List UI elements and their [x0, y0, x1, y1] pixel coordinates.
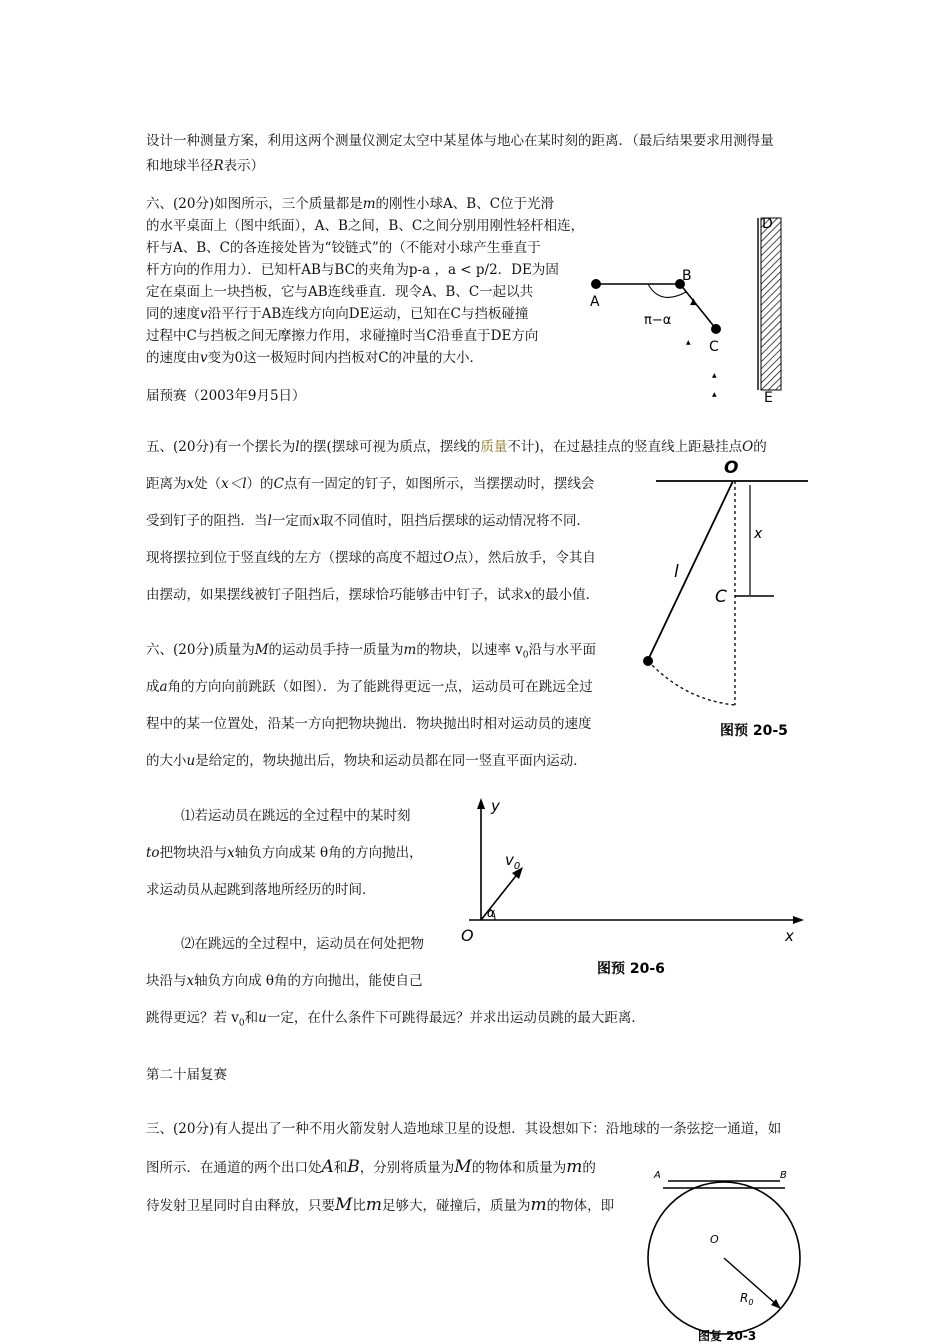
svg-text:▲: ▲ [712, 372, 717, 379]
text-line: 成a角的方向向前跳跃（如图）．为了能跳得更远一点，运动员可在跳远全过 [146, 679, 593, 695]
text-line: 距离为x处（x＜l）的C点有一固定的钉子，如图所示，当摆摆动时，摆线会 [146, 476, 595, 492]
figure-caption: 图复 20-3 [698, 1329, 757, 1343]
text-line: 块沿与x轴负方向成 θ角的方向抛出，能使自己 [146, 973, 423, 989]
text-line: 六、(20分)如图所示，三个质量都是m的刚性小球A、B、C位于光滑 [146, 196, 555, 212]
label-A: A [654, 1170, 661, 1181]
label-C: C [709, 339, 719, 355]
angle-label: π−α [644, 313, 672, 328]
text-line: 过程中C与挡板之间无摩擦力作用，求碰撞时当C沿垂直于DE方向 [146, 328, 539, 344]
svg-text:▲: ▲ [686, 339, 691, 346]
text-line: 杆与A、B、C的各连接处皆为“铰链式”的（不能对小球产生垂直于 [146, 240, 541, 256]
label-x: x [754, 526, 763, 542]
text-line: 求运动员从起跳到落地所经历的时间． [146, 882, 376, 898]
label-O: O [710, 1233, 719, 1246]
figure-caption: 图预 20-5 [720, 723, 788, 739]
three-ball-figure [580, 210, 790, 405]
text-line: 程中的某一位置处，沿某一方向把物块抛出．物块抛出时相对运动员的速度 [146, 716, 592, 732]
text-line: 同的速度v沿平行于AB连线方向向DE运动，已知在C与挡板碰撞 [146, 306, 529, 322]
text-line: 杆方向的作用力）．已知杆AB与BC的夹角为p-a ，a < p/2．DE为固 [146, 262, 559, 278]
text-line: 跳得更远？若 $v_0$和u一定，在什么条件下可跳得最远？并求出运动员跳的最大距离． [146, 1010, 645, 1029]
label-E: E [764, 390, 773, 406]
text-line: 三、(20分)有人提出了一种不用火箭发射人造地球卫星的设想．其设想如下：沿地球的一条弦挖一通道，如 [146, 1121, 782, 1137]
label-y: y [491, 797, 500, 815]
text-line: ⑴若运动员在跳远的全过程中的某时刻 [181, 808, 411, 824]
label-R0: $R_0$ [740, 1291, 754, 1307]
label-v0: $v_0$ [505, 851, 521, 872]
text-line: 六、(20分)质量为M的运动员手持一质量为m的物块，以速率 $v_0$沿与水平面 [146, 642, 597, 661]
label-O: O [461, 926, 474, 945]
text-line: 的大小u是给定的，物块抛出后，物块和运动员都在同一竖直平面内运动． [146, 753, 587, 769]
text-line: to把物块沿与x轴负方向成某 θ角的方向抛出， [146, 845, 423, 861]
text-line: 五、(20分)有一个摆长为l的摆(摆球可视为质点，摆线的质量不计)，在过悬挂点的竖直线上距悬挂点O的 [146, 439, 767, 455]
text-line: 受到钉子的阻挡．当l一定而x取不同值时，阻挡后摆球的运动情况将不同． [146, 513, 590, 529]
label-O: O [724, 458, 739, 478]
axes-figure [455, 795, 805, 980]
text-line: 设计一种测量方案，利用这两个测量仪测定太空中某星体与地心在某时刻的距离．（最后结果要求用测得量 [146, 133, 774, 149]
label-x: x [785, 927, 794, 945]
text-line: 由摆动，如果摆线被钉子阻挡后，摆球恰巧能够击中钉子，试求x的最小值． [146, 587, 600, 603]
svg-text:▲: ▲ [690, 297, 697, 307]
label-D: D [762, 216, 773, 232]
label-A: A [590, 294, 600, 310]
text-line: 的水平桌面上（图中纸面），A、B之间，B、C之间分别用刚性轻杆相连， [146, 218, 585, 234]
text-line: 的速度由v变为0这一极短时间内挡板对C的冲量的大小． [146, 350, 484, 366]
svg-text:▲: ▲ [712, 391, 717, 398]
text-line: ⑵在跳远的全过程中，运动员在何处把物 [181, 936, 424, 952]
text-line: 定在桌面上一块挡板，它与AB连线垂直．现令A、B、C一起以共 [146, 284, 534, 300]
label-B: B [682, 268, 692, 284]
text-line: 待发射卫星同时自由释放，只要M比m足够大，碰撞后，质量为m的物体，即 [146, 1195, 615, 1215]
figure-caption: 图预 20-6 [597, 961, 665, 977]
text-line: 现将摆拉到位于竖直线的左方（摆球的高度不超过O点），然后放手，令其自 [146, 550, 596, 566]
text-line: 和地球半径R表示） [146, 158, 265, 174]
section-heading: 届预赛（2003年9月5日） [146, 388, 306, 404]
earth-tunnel-figure [640, 1160, 820, 1344]
text-line: 图所示．在通道的两个出口处A和B，分别将质量为M的物体和质量为m的 [146, 1157, 596, 1177]
pendulum-figure [640, 455, 820, 755]
label-C: C [715, 587, 727, 607]
label-B: B [780, 1170, 787, 1181]
section-heading: 第二十届复赛 [146, 1067, 227, 1083]
label-alpha: α [487, 906, 495, 920]
label-l: l [674, 562, 679, 582]
